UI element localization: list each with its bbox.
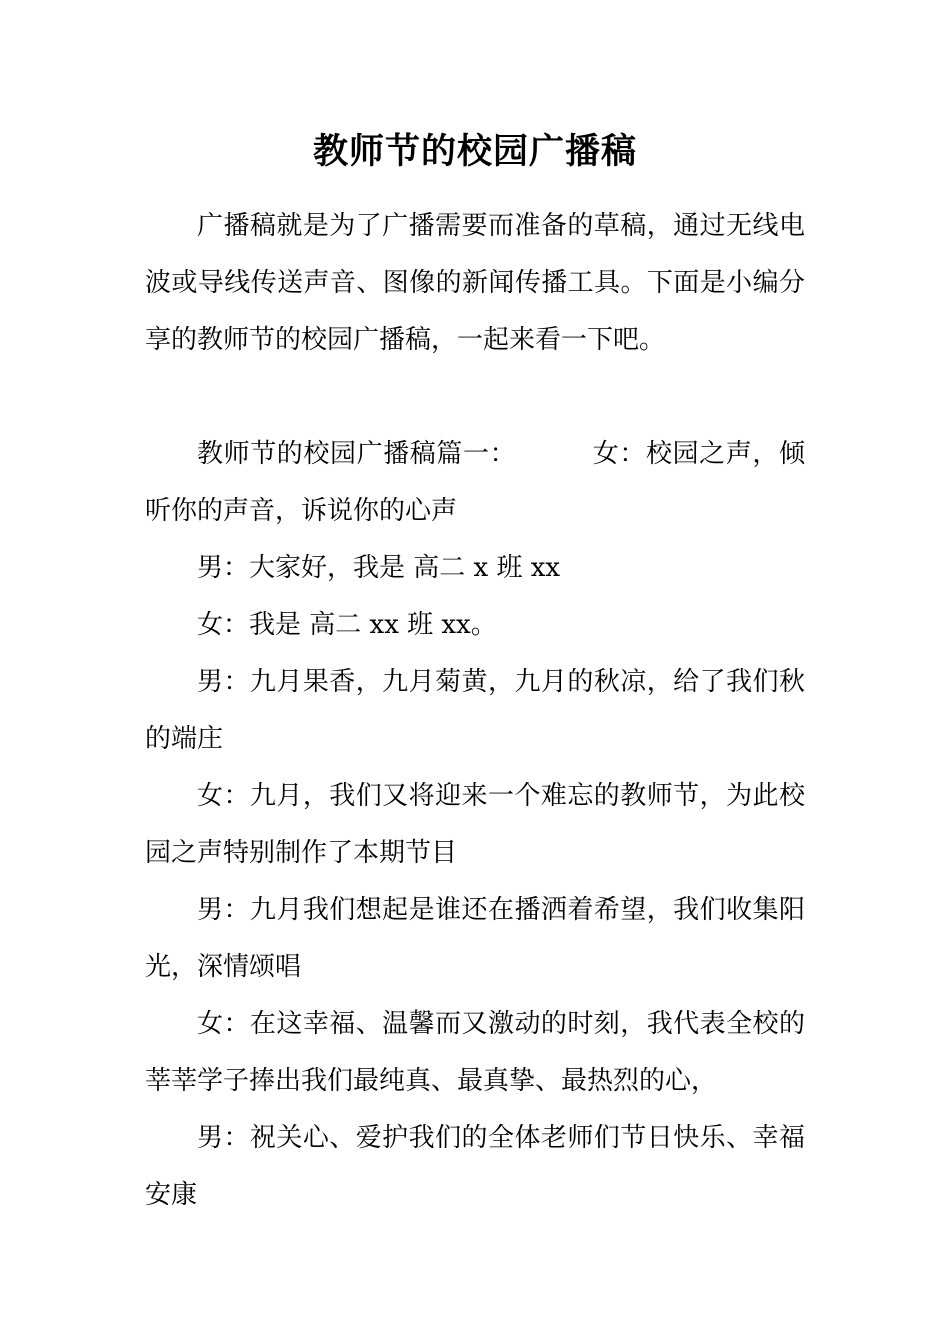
dialogue-line: 男：九月果香，九月菊黄，九月的秋凉，给了我们秋的端庄 <box>145 667 805 754</box>
dialogue-line: 女：在这幸福、温馨而又激动的时刻，我代表全校的莘莘学子捧出我们最纯真、最真挚、最热烈的心， <box>145 1009 805 1096</box>
document-title: 教师节的校园广播稿 <box>312 131 637 172</box>
dialogue-line: 女：九月，我们又将迎来一个难忘的教师节，为此校园之声特别制作了本期节目 <box>145 781 805 868</box>
dialogue-line: 男：祝关心、爱护我们的全体老师们节日快乐、幸福安康 <box>145 1123 805 1210</box>
dialogue-line: 男：九月我们想起是谁还在播洒着希望，我们收集阳光，深情颂唱 <box>145 895 805 982</box>
section-first-line: 女：校园之声，倾听你的声音，诉说你的心声 <box>145 439 805 526</box>
dialogue-line: 男：大家好，我是 高二 x 班 xx <box>197 553 561 583</box>
section-heading: 教师节的校园广播稿篇一： <box>197 439 517 469</box>
intro-paragraph: 广播稿就是为了广播需要而准备的草稿，通过无线电波或导线传送声音、图像的新闻传播工具。下面是小编分享的教师节的校园广播稿，一起来看一下吧。 <box>145 211 805 355</box>
document-body <box>145 198 805 1224</box>
dialogue-line: 女：我是 高二 xx 班 xx。 <box>197 610 497 640</box>
section-first-paragraph <box>145 426 805 540</box>
